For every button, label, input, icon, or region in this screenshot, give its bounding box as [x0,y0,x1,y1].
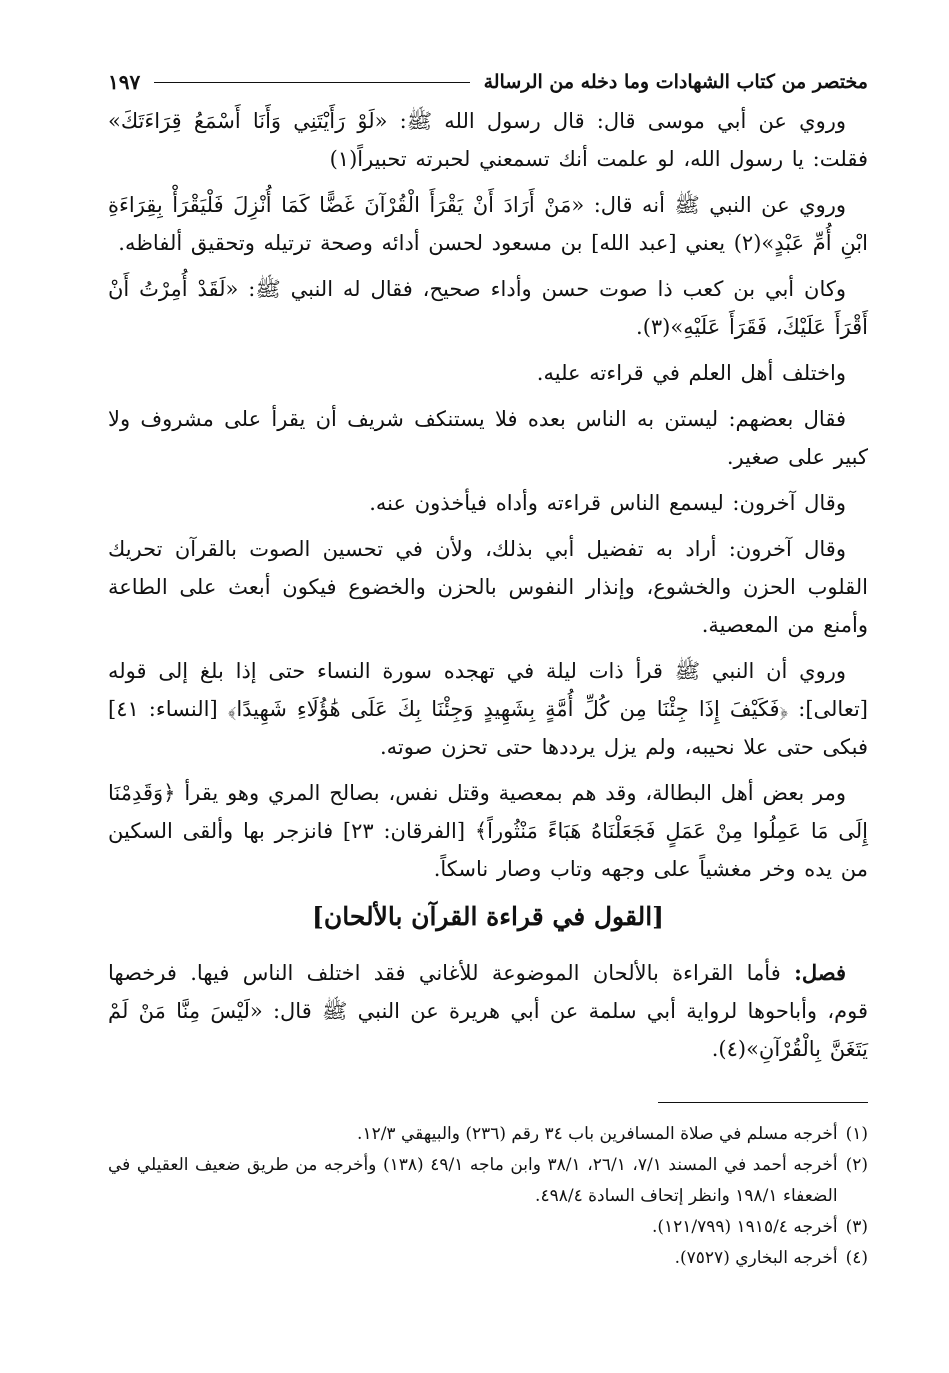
paragraph-9: ومر بعض أهل البطالة، وقد هم بمعصية وقتل نفس، بصالح المري وهو يقرأ ﴿وَقَدِمْنَا إِلَى مَا عَمِلُوا مِنْ عَمَلٍ فَجَعَلْنَاهُ هَبَاءً مَنْثُوراً﴾ [الفرقان: ٢٣] فانزجر بها وألقى السكين من يده وخر مغشياً على وجهه وتاب وصار ناسكاً. [108,781,868,881]
paragraph-8: وروي أن النبي ﷺ قرأ ذات ليلة في تهجده سورة النساء حتى إذا بلغ إلى قوله [تعالى]: ﴿فَكَيْفَ إِذَا جِئْنَا مِن كُلِّ أُمَّةٍ بِشَهِيدٍ وَجِئْنَا بِكَ عَلَى هَٰؤُلَاءِ شَهِيدًا﴾ [النساء: ٤١] فبكى حتى علا نحيبه، ولم يزل يرددها حتى تحزن صوته. [108,659,868,759]
paragraph-3: وكان أبي بن كعب ذا صوت حسن وأداء صحيح، فقال له النبي ﷺ: «لَقَدْ أُمِرْتُ أَنْ أَقْرَأَ عَلَيْكَ، فَقَرَأَ عَلَيْهِ»(٣). [108,277,868,339]
footnote-number: (٢) [845,1155,868,1175]
footnote-1 [108,1119,868,1150]
paragraph-5: فقال بعضهم: ليستن به الناس بعده فلا يستنكف شريف أن يقرأ على مشروف ولا كبير على صغير. [108,407,868,469]
body-text [108,102,868,1068]
paragraph-4: واختلف أهل العلم في قراءته عليه. [536,361,846,385]
running-head [108,62,868,102]
section-paragraph [108,954,868,1068]
section-lead: فصل: [794,960,846,985]
paragraph-2: وروي عن النبي ﷺ أنه قال: «مَنْ أَرَادَ أَنْ يَقْرَأَ الْقُرْآنَ غَضًّا كَمَا أُنْزِلَ فَلْيَقْرَأْ بِقِرَاءَةِ ابْنِ أُمِّ عَبْدٍ»(٢) يعني [عبد الله] بن مسعود لحسن أدائه وصحة ترتيله وتحقيق ألفاظه. [108,193,868,255]
footnotes [108,1119,868,1274]
footnote-number: (٤) [845,1248,868,1268]
header-rule [154,82,469,83]
paragraph-6: وقال آخرون: ليسمع الناس قراءته وأداه فيأخذون عنه. [369,491,846,515]
footnote-2 [108,1150,868,1212]
section-heading: [القول في قراءة القرآن بالألحان] [312,902,664,931]
footnote-separator [658,1102,868,1103]
footnote-text: أخرجه ١٩١٥/٤ (١٢١/٧٩٩). [651,1217,838,1237]
running-head-title: مختصر من كتاب الشهادات وما دخله من الرسالة [483,71,868,93]
footnote-4 [108,1243,868,1274]
book-page [108,62,868,1322]
footnote-number: (١) [845,1124,868,1144]
paragraph-1: وروي عن أبي موسى قال: قال رسول الله ﷺ: «لَوْ رَأَيْتَنِي وَأَنَا أَسْمَعُ قِرَاءَتَكَ» فقلت: يا رسول الله، لو علمت أنك تسمعني لحبرته تحبيراً(١) [108,109,868,171]
page-number: ١٩٧ [108,70,141,94]
footnote-number: (٣) [845,1217,868,1237]
footnote-text: أخرجه أحمد في المسند ٧/١، ٢٦/١، ٣٨/١ وابن ماجه ٤٩/١ (١٣٨) وأخرجه من طريق ضعيف العقيلي في الضعفاء ١٩٨/١ وانظر إتحاف السادة ٤٩٨/٤. [108,1155,838,1206]
section-text: فأما القراءة بالألحان الموضوعة للأغاني فقد اختلف الناس فيها. فرخصها قوم، وأباحوها لرواية أبي سلمة عن أبي هريرة عن النبي ﷺ قال: «لَيْسَ مِنَّا مَنْ لَمْ يَتَغَنَّ بِالْقُرْآنِ»(٤). [108,961,868,1061]
paragraph-7: وقال آخرون: أراد به تفضيل أبي بذلك، ولأن في تحسين الصوت بالقرآن تحريك القلوب الحزن والخشوع، وإنذار النفوس بالحزن والخضوع فيكون أبعث على الطاعة وأمنع من المعصية. [108,537,868,637]
footnote-3 [108,1212,868,1243]
footnote-text: أخرجه البخاري (٧٥٢٧). [674,1248,838,1268]
footnote-text: أخرجه مسلم في صلاة المسافرين باب ٣٤ رقم (٢٣٦) والبيهقي ١٢/٣. [357,1124,838,1144]
